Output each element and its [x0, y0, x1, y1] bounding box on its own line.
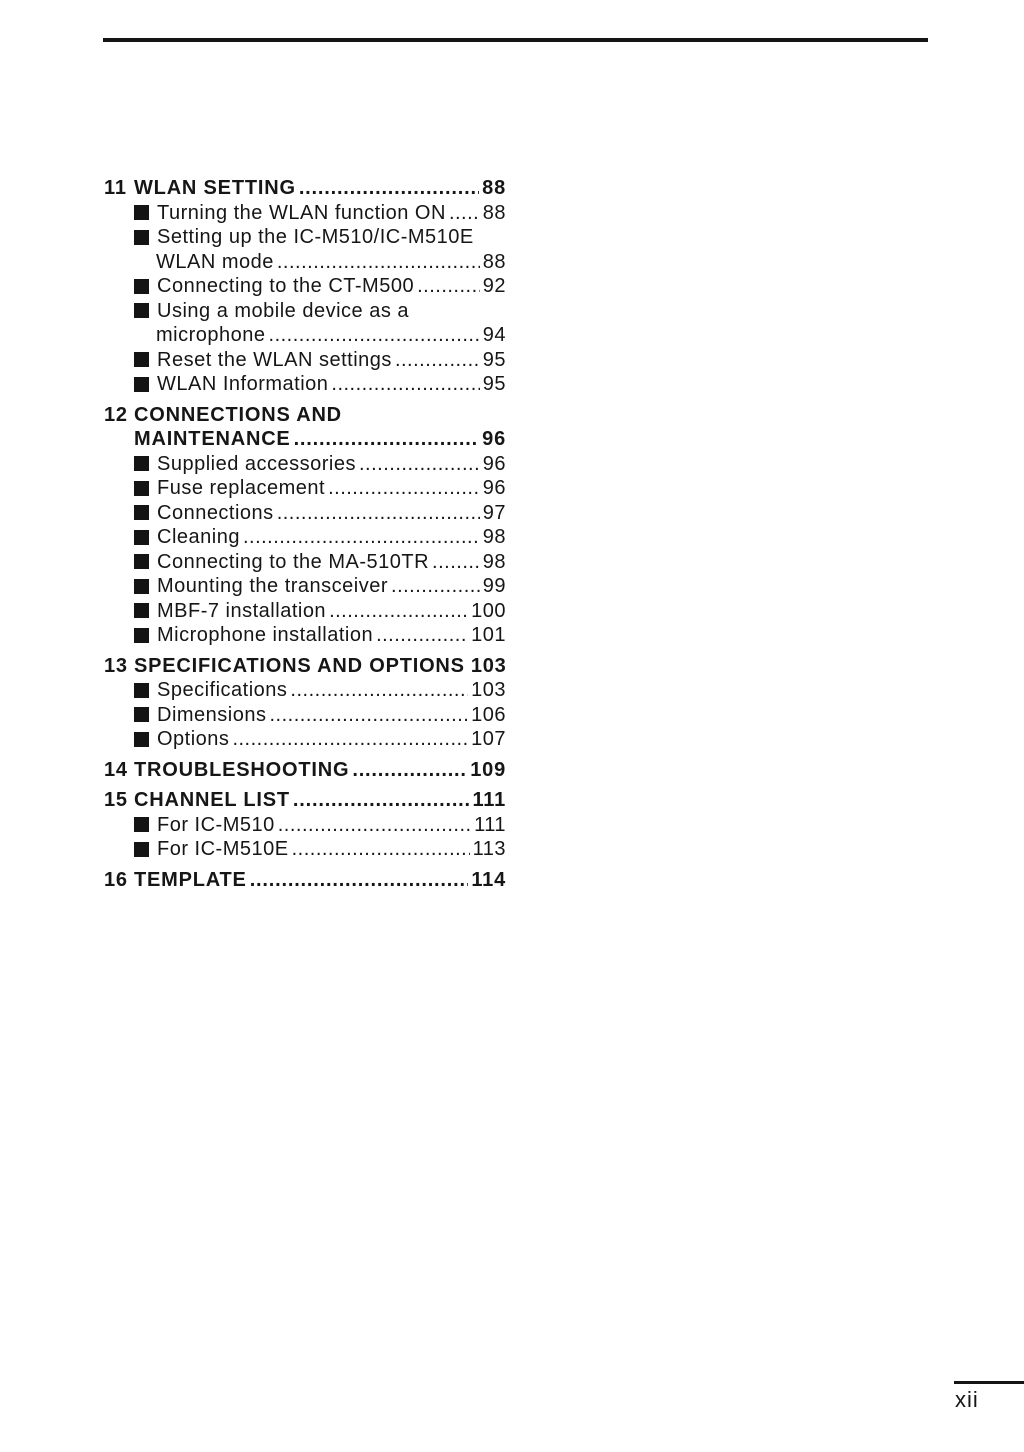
toc-item — [156, 323, 506, 348]
toc-section — [104, 788, 506, 862]
toc-item-title: For IC-M510E — [157, 838, 289, 860]
toc-section-heading — [134, 427, 506, 452]
toc-item — [134, 574, 506, 599]
leader-dots — [294, 427, 480, 452]
leader-dots — [432, 550, 480, 575]
toc-item — [134, 550, 506, 575]
page-footer — [954, 1381, 1024, 1413]
toc-page-number: 95 — [482, 348, 506, 371]
toc-item — [134, 623, 506, 648]
toc-item — [156, 250, 506, 275]
toc-item — [134, 299, 506, 324]
toc-page-number: 95 — [482, 373, 506, 395]
square-bullet-icon — [134, 554, 149, 569]
toc-section-number: 12 — [104, 403, 128, 426]
toc-item — [134, 274, 506, 299]
toc-section-title: CONNECTIONS AND — [134, 403, 342, 426]
leader-dots — [292, 837, 470, 862]
toc-item — [134, 599, 506, 624]
toc-item — [134, 501, 506, 526]
leader-dots — [243, 525, 480, 550]
toc-page-number: 103 — [471, 679, 506, 701]
square-bullet-icon — [134, 205, 149, 220]
leader-dots — [391, 574, 480, 599]
square-bullet-icon — [134, 303, 149, 318]
toc-item-title: MBF-7 installation — [157, 599, 327, 622]
toc-section-heading — [104, 758, 506, 783]
toc-section-number: 14 — [104, 758, 128, 781]
leader-dots — [250, 868, 469, 893]
toc-page-number: 96 — [482, 477, 506, 499]
toc-item-title: WLAN mode — [156, 250, 274, 273]
toc-item — [134, 476, 506, 501]
toc-page-number: 88 — [482, 250, 506, 273]
toc-page-number: 100 — [471, 599, 506, 622]
toc-item — [134, 678, 506, 703]
toc-item — [134, 525, 506, 550]
leader-dots — [331, 372, 479, 397]
leader-dots — [376, 623, 468, 648]
toc-item-title: Options — [157, 728, 230, 750]
toc-item-title: Connections — [157, 501, 274, 524]
toc-item-title: Setting up the IC-M510/IC-M510E — [157, 226, 474, 248]
toc-section-heading — [104, 403, 506, 428]
toc-item-title: Fuse replacement — [157, 477, 326, 499]
toc-section-heading — [104, 868, 506, 893]
toc-item-title: microphone — [156, 324, 266, 346]
leader-dots — [449, 201, 480, 226]
toc-section-number: 16 — [104, 868, 128, 891]
square-bullet-icon — [134, 456, 149, 471]
toc-section — [104, 868, 506, 893]
toc-item-title: WLAN Information — [157, 373, 329, 395]
square-bullet-icon — [134, 530, 149, 545]
leader-dots — [328, 476, 480, 501]
toc-item — [134, 837, 506, 862]
toc-page-number: 113 — [472, 838, 506, 860]
toc-page-number: 88 — [482, 177, 506, 199]
footer-page-number: xii — [955, 1387, 979, 1412]
toc-page-number: 92 — [482, 275, 506, 297]
square-bullet-icon — [134, 683, 149, 698]
toc-section-title: WLAN SETTING — [134, 177, 296, 199]
toc-page-number: 109 — [470, 758, 506, 781]
toc-item-title: For IC-M510 — [157, 813, 275, 836]
leader-dots — [269, 703, 468, 728]
leader-dots — [359, 452, 480, 477]
leader-dots — [290, 678, 468, 703]
toc-page-number: 97 — [482, 501, 506, 524]
toc-item-title: Dimensions — [157, 703, 267, 726]
toc — [104, 176, 506, 892]
square-bullet-icon — [134, 230, 149, 245]
toc-section-number: 13 — [104, 654, 128, 677]
toc-page-number: 99 — [482, 575, 506, 597]
leader-dots — [269, 323, 480, 348]
leader-dots — [277, 250, 480, 275]
toc-page-number: 107 — [471, 728, 506, 750]
toc-page-number: 101 — [471, 624, 506, 646]
toc-item-title: Turning the WLAN function ON — [157, 201, 446, 224]
toc-item-title: Cleaning — [157, 526, 240, 548]
square-bullet-icon — [134, 279, 149, 294]
toc-item-title: Specifications — [157, 679, 288, 701]
toc-section-number: 15 — [104, 789, 128, 811]
toc-item — [134, 225, 506, 250]
toc-item — [134, 348, 506, 373]
toc-page-number: 88 — [482, 201, 506, 224]
toc-page-number: 106 — [471, 703, 506, 726]
toc-item — [134, 703, 506, 728]
toc-page-number: 96 — [482, 428, 506, 450]
toc-item — [134, 372, 506, 397]
toc-item-title: Supplied accessories — [157, 452, 356, 475]
square-bullet-icon — [134, 842, 149, 857]
toc-page-number: 114 — [471, 868, 506, 891]
square-bullet-icon — [134, 377, 149, 392]
toc-section-title: MAINTENANCE — [134, 428, 291, 450]
toc-page-number: 111 — [474, 813, 506, 836]
square-bullet-icon — [134, 579, 149, 594]
square-bullet-icon — [134, 732, 149, 747]
toc-page-number: 98 — [482, 526, 506, 548]
toc-section-title: TEMPLATE — [134, 868, 247, 891]
leader-dots — [232, 727, 468, 752]
toc-item-title: Reset the WLAN settings — [157, 348, 392, 371]
toc-item — [134, 452, 506, 477]
toc-section — [104, 176, 506, 397]
square-bullet-icon — [134, 481, 149, 496]
toc-item — [134, 727, 506, 752]
square-bullet-icon — [134, 505, 149, 520]
toc-page-number: 94 — [482, 324, 506, 346]
toc-section — [104, 403, 506, 648]
square-bullet-icon — [134, 628, 149, 643]
toc-page-number: 98 — [482, 550, 506, 573]
header-rule — [103, 38, 928, 42]
square-bullet-icon — [134, 707, 149, 722]
toc-item — [134, 813, 506, 838]
toc-section-title: SPECIFICATIONS AND OPTIONS — [134, 654, 465, 677]
leader-dots — [395, 348, 480, 373]
toc-item — [134, 201, 506, 226]
toc-item-title: Using a mobile device as a — [157, 299, 410, 322]
square-bullet-icon — [134, 817, 149, 832]
leader-dots — [278, 813, 471, 838]
toc-section-heading — [104, 176, 506, 201]
toc-section-number: 11 — [104, 177, 127, 199]
toc-section — [104, 654, 506, 752]
toc-item-title: Connecting to the MA-510TR — [157, 550, 430, 573]
leader-dots — [352, 758, 467, 783]
toc-item-title: Microphone installation — [157, 624, 374, 646]
toc-page-number: 103 — [470, 654, 507, 677]
leader-dots — [293, 788, 470, 813]
toc-item-title: Mounting the transceiver — [157, 575, 389, 597]
toc-item-title: Connecting to the CT-M500 — [157, 275, 415, 297]
leader-dots — [299, 176, 479, 201]
toc-section-title: TROUBLESHOOTING — [134, 758, 350, 781]
toc-page-number: 96 — [482, 452, 506, 475]
toc-section-title: CHANNEL LIST — [134, 789, 290, 811]
toc-section — [104, 758, 506, 783]
square-bullet-icon — [134, 352, 149, 367]
leader-dots — [329, 599, 468, 624]
toc-section-heading — [104, 788, 506, 813]
leader-dots — [417, 274, 480, 299]
toc-section-heading — [104, 654, 506, 679]
leader-dots — [277, 501, 480, 526]
square-bullet-icon — [134, 603, 149, 618]
toc-page-number: 111 — [472, 789, 506, 811]
